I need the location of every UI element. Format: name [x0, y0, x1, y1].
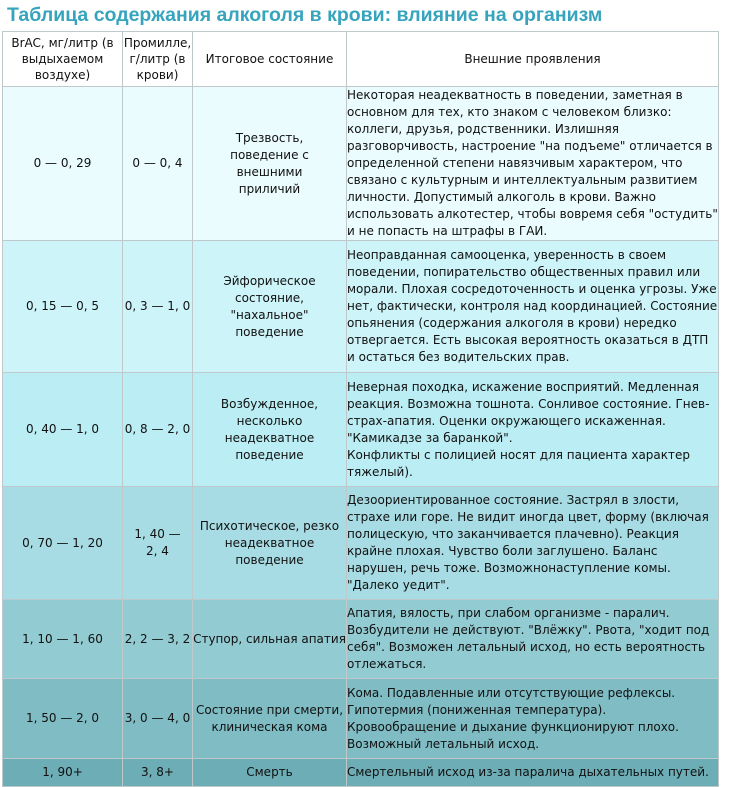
cell-promille: 0, 8 — 2, 0: [123, 373, 193, 487]
cell-state: Психотическое, резко неадекватное поведение: [193, 487, 347, 600]
cell-brac: 0 — 0, 29: [3, 87, 123, 241]
table-row: [3, 373, 719, 487]
description-line: "Далеко уедит".: [347, 578, 450, 592]
cell-promille: 3, 8+: [123, 759, 193, 787]
description-line: Дезоориентированное состояние. Застрял в злости, страхе или горе. Не видит иногда цвет, форму (включая полицескую, что заканчивается плачевно). Реакция крайне плохая. Чувство боли заглушено. Баланс нарушен, речь тоже. Возможнонаступление комы.: [347, 493, 709, 575]
table-row: [3, 600, 719, 679]
cell-promille: 0 — 0, 4: [123, 87, 193, 241]
cell-description: Кома. Подавленные или отсутствующие рефлексы. Гипотермия (пониженная температура). Кровообращение и дыхание функционируют плохо. Возможный летальный исход.: [347, 679, 719, 759]
cell-state: Смерть: [193, 759, 347, 787]
cell-description: Некоторая неадекватность в поведении, заметная в основном для тех, кто знаком с человеком близко: коллеги, друзья, родственники. Излишняя разговорчивость, настроение "на подъеме" отличается в определенной степени навязчивым характером, что связано с культурным и интеллектуальным развитием личности. Допустимый алкоголь в крови. Важно использовать алкотестер, чтобы вовремя себя "остудить" и не попасть на штрафы в ГАИ.: [347, 87, 719, 241]
header-brac: BrAC, мг/литр (в выдыхаемом воздухе): [3, 32, 123, 87]
cell-brac: 0, 15 — 0, 5: [3, 241, 123, 373]
table-row: [3, 87, 719, 241]
cell-description: [347, 373, 719, 487]
header-promille: Промилле, г/литр (в крови): [123, 32, 193, 87]
description-line: Неверная походка, искажение восприятий. Медленная реакция. Возможна тошнота. Сонливое состояние. Гнев-страх-апатия. Оценки окружающего искаженная. "Камикадзе за баранкой".: [347, 379, 710, 445]
alcohol-table: [2, 31, 719, 787]
cell-brac: 1, 90+: [3, 759, 123, 787]
table-row: [3, 759, 719, 787]
cell-state: Возбужденное, несколько неадекватное поведение: [193, 373, 347, 487]
cell-description: Апатия, вялость, при слабом организме - паралич. Возбудители не действуют. "Влёжку". Рвота, "ходит под себя". Возможен летальный исход, но есть вероятность отлежаться.: [347, 600, 719, 679]
cell-brac: 0, 40 — 1, 0: [3, 373, 123, 487]
cell-description: [347, 487, 719, 600]
cell-state: Эйфорическое состояние, "нахальное" поведение: [193, 241, 347, 373]
cell-promille: 3, 0 — 4, 0: [123, 679, 193, 759]
cell-state: Ступор, сильная апатия: [193, 600, 347, 679]
cell-brac: 1, 10 — 1, 60: [3, 600, 123, 679]
cell-state: Трезвость, поведение с внешними приличий: [193, 87, 347, 241]
table-row: [3, 679, 719, 759]
cell-brac: 0, 70 — 1, 20: [3, 487, 123, 600]
cell-description: Смертельный исход из-за паралича дыхательных путей.: [347, 759, 719, 787]
page-title: Таблица содержания алкоголя в крови: влияние на организм: [7, 4, 603, 26]
cell-promille: 1, 40 — 2, 4: [123, 487, 193, 600]
table-header-row: [3, 32, 719, 87]
header-description: Внешние проявления: [347, 32, 719, 87]
cell-brac: 1, 50 — 2, 0: [3, 679, 123, 759]
cell-description: Неоправданная самооценка, уверенность в своем поведении, попирательство общественных правил или морали. Плохая сосредоточенность и оценка угрозы. Уже нет, фактически, контроля над координацией. Состояние опьянения (содержания алкоголя в крови) нередко отвергается. Есть высокая вероятность оказаться в ДТП и остаться без водительских прав.: [347, 241, 719, 373]
cell-promille: 0, 3 — 1, 0: [123, 241, 193, 373]
table-row: [3, 487, 719, 600]
table-row: [3, 241, 719, 373]
header-state: Итоговое состояние: [193, 32, 347, 87]
description-line: Конфликты с полицией носят для пациента характер тяжелый).: [347, 447, 691, 479]
cell-promille: 2, 2 — 3, 2: [123, 600, 193, 679]
cell-state: Состояние при смерти, клиническая кома: [193, 679, 347, 759]
